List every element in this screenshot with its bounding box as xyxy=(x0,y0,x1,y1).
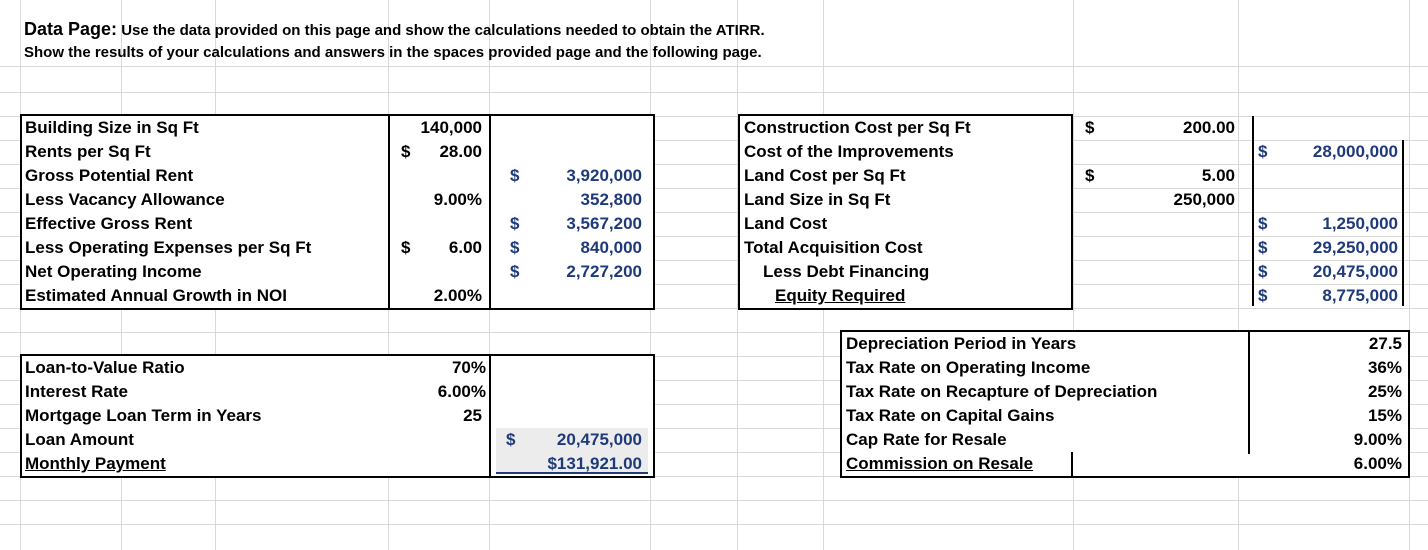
vacancy-label: Less Vacancy Allowance xyxy=(25,190,225,209)
land-cost-sf-value[interactable]: 5.00 xyxy=(1201,166,1235,185)
land-size-label: Land Size in Sq Ft xyxy=(744,190,891,209)
tax-recapture-label: Tax Rate on Recapture of Depreciation xyxy=(846,382,1158,401)
land-cost-dollar: $ xyxy=(1258,214,1268,233)
instruction-line-1: Use the data provided on this page and show the calculations needed to obtain the ATIRR. xyxy=(121,22,765,39)
interest-value[interactable]: 6.00% xyxy=(437,382,486,401)
egr-value[interactable]: 3,567,200 xyxy=(566,214,642,233)
depreciation-value[interactable]: 27.5 xyxy=(1368,334,1402,353)
interest-label: Interest Rate xyxy=(25,382,128,401)
noi-value[interactable]: 2,727,200 xyxy=(566,262,642,281)
equity-label: Equity Required xyxy=(775,286,906,305)
equity-value[interactable]: 8,775,000 xyxy=(1322,286,1398,305)
cap-rate-label: Cap Rate for Resale xyxy=(846,430,1007,449)
gpr-dollar: $ xyxy=(510,166,520,185)
opex-rate-dollar: $ xyxy=(401,238,411,257)
improvements-dollar: $ xyxy=(1258,142,1268,161)
equity-dollar: $ xyxy=(1258,286,1268,305)
acquisition-value[interactable]: 29,250,000 xyxy=(1312,238,1398,257)
land-cost-sf-label: Land Cost per Sq Ft xyxy=(744,166,906,185)
vacancy-value[interactable]: 352,800 xyxy=(580,190,642,209)
rents-label: Rents per Sq Ft xyxy=(25,142,151,161)
rents-value[interactable]: 28.00 xyxy=(439,142,482,161)
loan-amount-value[interactable]: 20,475,000 xyxy=(556,430,642,449)
construction-dollar: $ xyxy=(1085,118,1095,137)
debt-value[interactable]: 20,475,000 xyxy=(1312,262,1398,281)
page-header xyxy=(24,18,765,64)
debt-label: Less Debt Financing xyxy=(763,262,930,281)
ltv-label: Loan-to-Value Ratio xyxy=(25,358,185,377)
tax-income-label: Tax Rate on Operating Income xyxy=(846,358,1091,377)
construction-value[interactable]: 200.00 xyxy=(1183,118,1235,137)
tax-gains-label: Tax Rate on Capital Gains xyxy=(846,406,1055,425)
noi-label: Net Operating Income xyxy=(25,262,202,281)
acquisition-label: Total Acquisition Cost xyxy=(744,238,923,257)
gpr-label: Gross Potential Rent xyxy=(25,166,194,185)
noi-dollar: $ xyxy=(510,262,520,281)
building-size-value[interactable]: 140,000 xyxy=(420,118,482,137)
opex-dollar: $ xyxy=(510,238,520,257)
monthly-payment-label: Monthly Payment xyxy=(25,454,166,473)
land-size-value[interactable]: 250,000 xyxy=(1173,190,1235,209)
construction-label: Construction Cost per Sq Ft xyxy=(744,118,971,137)
improvements-label: Cost of the Improvements xyxy=(744,142,954,161)
growth-value[interactable]: 2.00% xyxy=(433,286,482,305)
gpr-value[interactable]: 3,920,000 xyxy=(566,166,642,185)
building-size-label: Building Size in Sq Ft xyxy=(25,118,199,137)
commission-value[interactable]: 6.00% xyxy=(1353,454,1402,473)
land-cost-label: Land Cost xyxy=(744,214,828,233)
cap-rate-value[interactable]: 9.00% xyxy=(1353,430,1402,449)
egr-dollar: $ xyxy=(510,214,520,233)
land-cost-value[interactable]: 1,250,000 xyxy=(1322,214,1398,233)
vacancy-rate-value[interactable]: 9.00% xyxy=(433,190,482,209)
instruction-line-2: Show the results of your calculations and answers in the spaces provided page and the following page. xyxy=(24,44,762,61)
egr-label: Effective Gross Rent xyxy=(25,214,193,233)
monthly-payment-value[interactable]: $131,921.00 xyxy=(547,454,642,473)
term-label: Mortgage Loan Term in Years xyxy=(25,406,262,425)
commission-label: Commission on Resale xyxy=(846,454,1034,473)
tax-income-value[interactable]: 36% xyxy=(1367,358,1402,377)
opex-rate-value[interactable]: 6.00 xyxy=(448,238,482,257)
improvements-value[interactable]: 28,000,000 xyxy=(1312,142,1398,161)
opex-label: Less Operating Expenses per Sq Ft xyxy=(25,238,312,257)
land-cost-sf-dollar: $ xyxy=(1085,166,1095,185)
ltv-value[interactable]: 70% xyxy=(451,358,486,377)
loan-amount-label: Loan Amount xyxy=(25,430,134,449)
debt-dollar: $ xyxy=(1258,262,1268,281)
opex-value[interactable]: 840,000 xyxy=(580,238,642,257)
term-value[interactable]: 25 xyxy=(463,406,482,425)
tax-recapture-value[interactable]: 25% xyxy=(1367,382,1402,401)
depreciation-label: Depreciation Period in Years xyxy=(846,334,1077,353)
growth-label: Estimated Annual Growth in NOI xyxy=(25,286,287,305)
loan-amount-dollar: $ xyxy=(506,430,516,449)
tax-gains-value[interactable]: 15% xyxy=(1367,406,1402,425)
acquisition-dollar: $ xyxy=(1258,238,1268,257)
page-title: Data Page: xyxy=(24,19,118,39)
rents-dollar: $ xyxy=(401,142,411,161)
